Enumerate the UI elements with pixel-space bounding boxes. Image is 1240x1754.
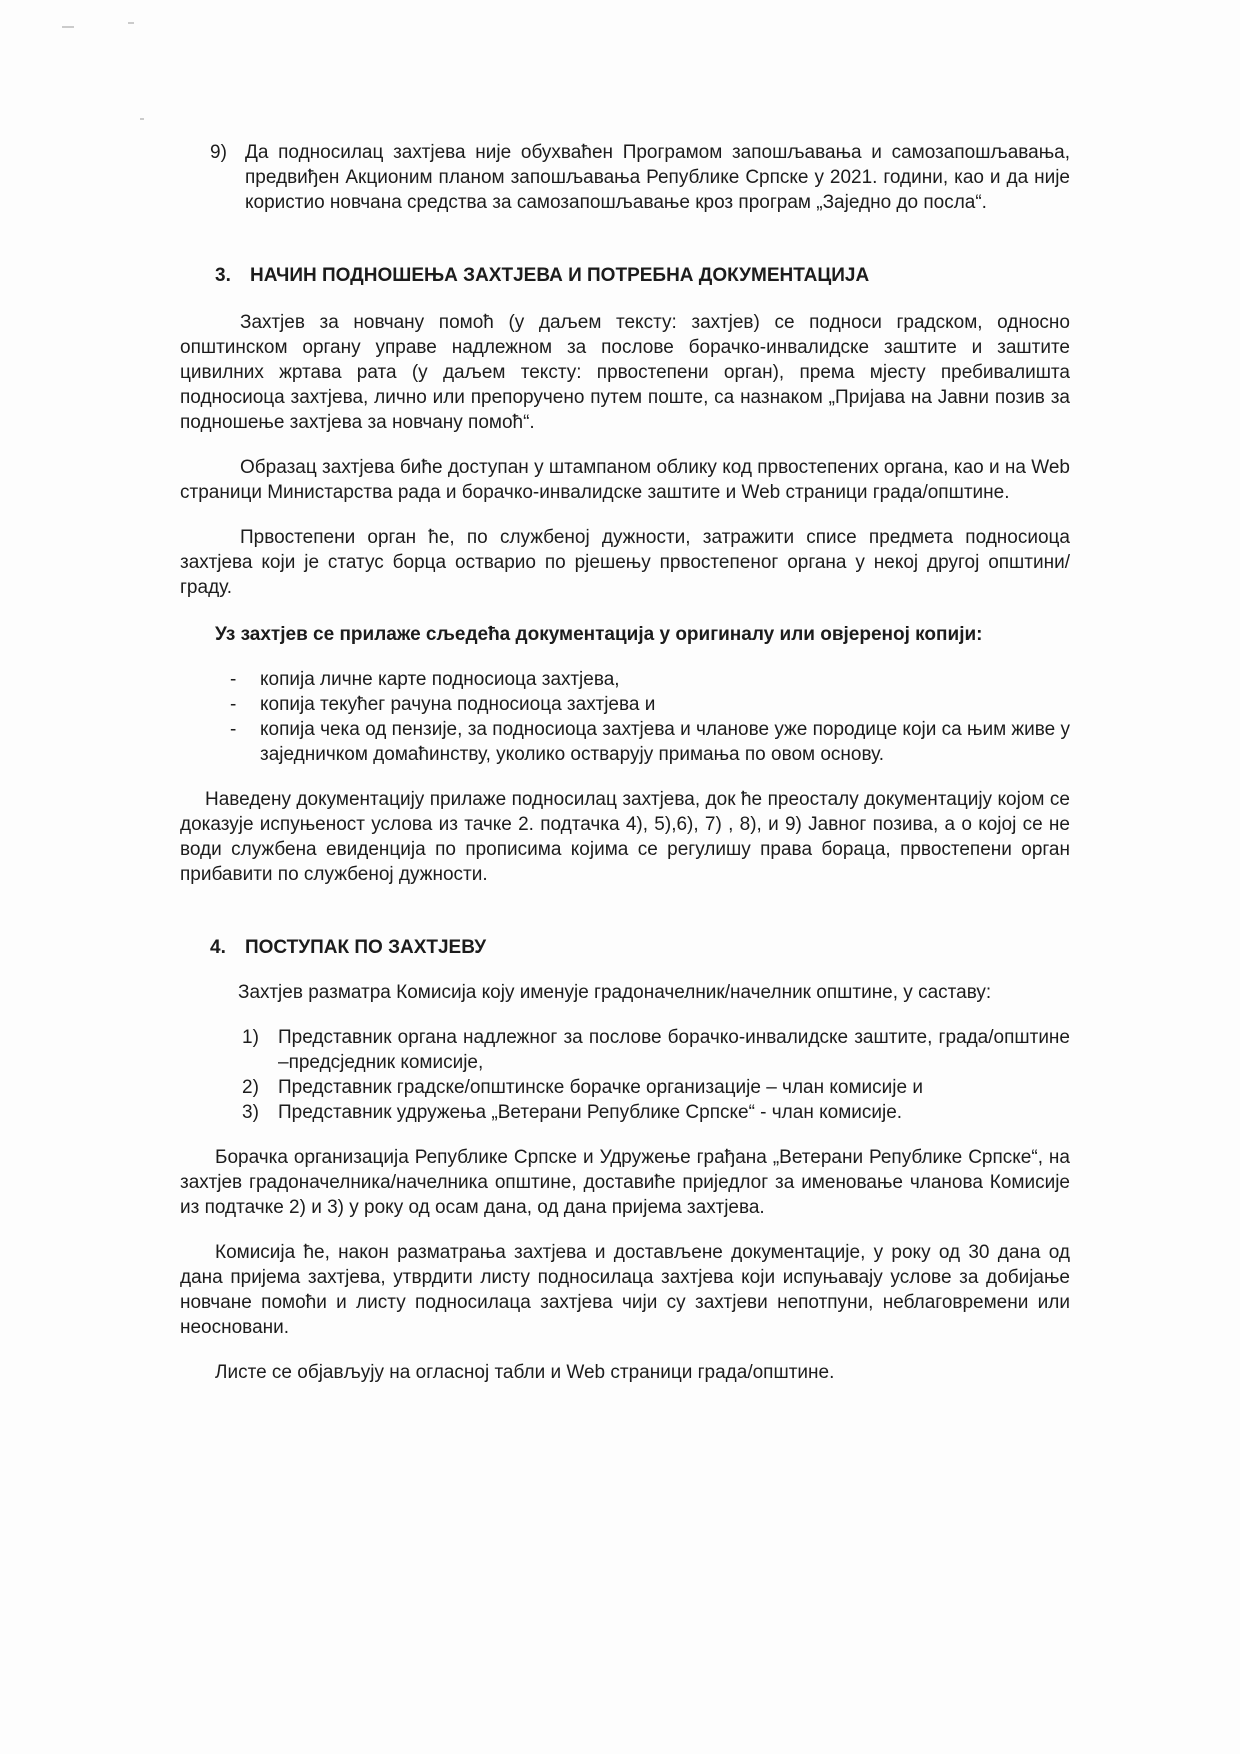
paragraph: Захтјев за новчану помоћ (у даљем тексту: захтјев) се подноси градском, односно општинском органу управе надлежном за послове борачко-инвалидске заштите и заштите цивилних жртава рата (у даљем тексту: првостепени орган), према мјесту пребивалишта подносиоца захтјева, лично или препоручено путем поште, са назнаком „Пријава на Јавни позив за подношење захтјева за новчану помоћ“. bbox=[180, 312, 1070, 433]
paragraph: Борачка организација Републике Српске и Удружење грађана „Ветерани Републике Српске“, на захтјев градоначелника/начелника општине, доставиће приједлог за именовање чланова Комисије из подтачке 2) и 3) у року од осам дана, од дана пријема захтјева. bbox=[180, 1147, 1070, 1218]
list-item: 2) Представник градске/општинске борачке организације – члан комисије и bbox=[242, 1077, 923, 1098]
section-3-heading bbox=[215, 263, 1070, 288]
documents-heading: Уз захтјев се прилаже сљедећа документација у оригиналу или овјереној копији: bbox=[215, 624, 983, 645]
commission-intro: Захтјев разматра Комисија коју именује градоначелник/начелник општине, у саставу: bbox=[238, 982, 992, 1003]
condition-item-9 bbox=[210, 140, 1070, 215]
scan-speck bbox=[62, 26, 74, 28]
item-number: 9) bbox=[210, 142, 227, 163]
section-number: 4. bbox=[210, 937, 226, 958]
list-item: - копија текућег рачуна подносиоца захтјева и bbox=[230, 694, 656, 715]
document-content bbox=[180, 140, 1070, 1385]
section-4-heading bbox=[210, 935, 1070, 960]
paragraph: Првостепени орган ће, по службеној дужности, затражити списе предмета подносиоца захтјева који је статус борца остварио по рјешењу првостепеног органа у некој другој општини/граду. bbox=[180, 527, 1070, 598]
list-item: 3) Представник удружења „Ветерани Републике Српске“ - члан комисије. bbox=[242, 1102, 903, 1123]
section-number: 3. bbox=[215, 265, 231, 286]
paragraph: Листе се објављују на огласној табли и Web страници града/општине. bbox=[215, 1362, 835, 1383]
item-text: Да подносилац захтјева није обухваћен Програмом запошљавања и самозапошљавања, предвиђен Акционим планом запошљавања Републике Српске у 2021. години, као и да није користио новчана средства за самозапошљавање кроз програм „Заједно до посла“. bbox=[245, 142, 1070, 213]
scan-speck bbox=[128, 22, 134, 24]
paragraph: Наведену документацију прилаже подносилац захтјева, док ће преосталу документацију којом се доказује испуњеност услова из тачке 2. подтачка 4), 5),6), 7) , 8), и 9) Јавног позива, а о којој се не води службена евиденција по прописима којима се регулишу права бораца, првостепени орган прибавити по службеној дужности. bbox=[180, 789, 1070, 885]
documents-list bbox=[230, 667, 1070, 767]
paragraph: Образац захтјева биће доступан у штампаном облику код првостепених органа, као и на Web страници Министарства рада и борачко-инвалидске заштите и Web страници града/општине. bbox=[180, 457, 1070, 503]
list-item: - копија чека од пензије, за подносиоца захтјева и чланове уже породице који са њим живе у заједничком домаћинству, уколико остварују примања по овом основу. bbox=[230, 719, 1070, 765]
scan-speck bbox=[140, 118, 144, 120]
commission-members-list bbox=[242, 1025, 1070, 1125]
section-title: ПОСТУПАК ПО ЗАХТЈЕВУ bbox=[245, 937, 487, 958]
paragraph: Комисија ће, након разматрања захтјева и достављене документације, у року од 30 дана од дана пријема захтјева, утврдити листу подносилаца захтјева који испуњавају услове за добијање новчане помоћи и листу подносилаца захтјева чији су захтјеви непотпуни, неблаговремени или неосновани. bbox=[180, 1242, 1070, 1338]
list-item: - копија личне карте подносиоца захтјева, bbox=[230, 669, 620, 690]
section-title: НАЧИН ПОДНОШЕЊА ЗАХТЈЕВА И ПОТРЕБНА ДОКУМЕНТАЦИЈА bbox=[250, 265, 870, 286]
list-item: 1) Представник органа надлежног за послове борачко-инвалидске заштите, града/општине –предсједник комисије, bbox=[242, 1027, 1070, 1073]
